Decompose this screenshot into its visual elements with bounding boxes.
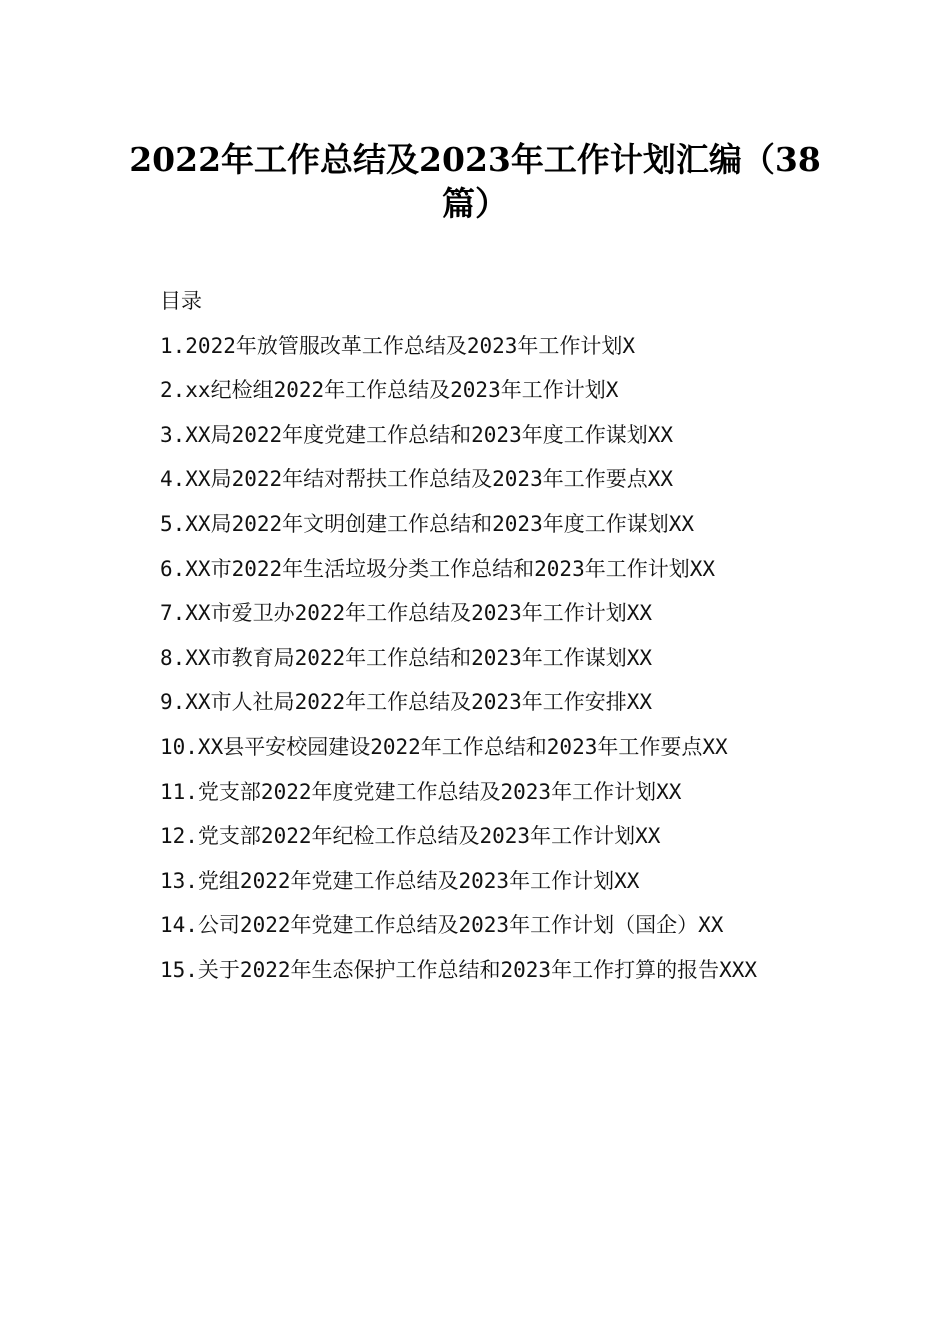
toc-entry: 7.XX市爱卫办2022年工作总结及2023年工作计划XX — [160, 601, 653, 626]
document-title: 2022年工作总结及2023年工作计划汇编（38篇） — [129, 140, 821, 223]
toc-entry: 9.XX市人社局2022年工作总结及2023年工作安排XX — [160, 690, 653, 715]
toc-entry: 8.XX市教育局2022年工作总结和2023年工作谋划XX — [160, 645, 653, 670]
toc-entry: 14.公司2022年党建工作总结及2023年工作计划（国企）XX — [160, 913, 724, 938]
toc-entry: 2.xx纪检组2022年工作总结及2023年工作计划X — [160, 378, 619, 403]
toc-entry: 10.XX县平安校园建设2022年工作总结和2023年工作要点XX — [160, 734, 728, 759]
toc-entry: 4.XX局2022年结对帮扶工作总结及2023年工作要点XX — [160, 467, 674, 492]
toc-entry: 6.XX市2022年生活垃圾分类工作总结和2023年工作计划XX — [160, 556, 716, 581]
toc-entry: 15.关于2022年生态保护工作总结和2023年工作打算的报告XXX — [160, 957, 758, 982]
toc-entry: 13.党组2022年党建工作总结及2023年工作计划XX — [160, 868, 640, 893]
toc-entry: 1.2022年放管服改革工作总结及2023年工作计划X — [160, 333, 636, 358]
toc-list — [118, 324, 826, 993]
toc-entry: 5.XX局2022年文明创建工作总结和2023年度工作谋划XX — [160, 511, 695, 536]
toc-entry: 11.党支部2022年度党建工作总结及2023年工作计划XX — [160, 779, 682, 804]
toc-entry: 3.XX局2022年度党建工作总结和2023年度工作谋划XX — [160, 422, 674, 447]
toc-heading: 目录 — [160, 289, 202, 313]
toc-entry: 12.党支部2022年纪检工作总结及2023年工作计划XX — [160, 824, 661, 849]
table-of-contents — [118, 279, 826, 993]
